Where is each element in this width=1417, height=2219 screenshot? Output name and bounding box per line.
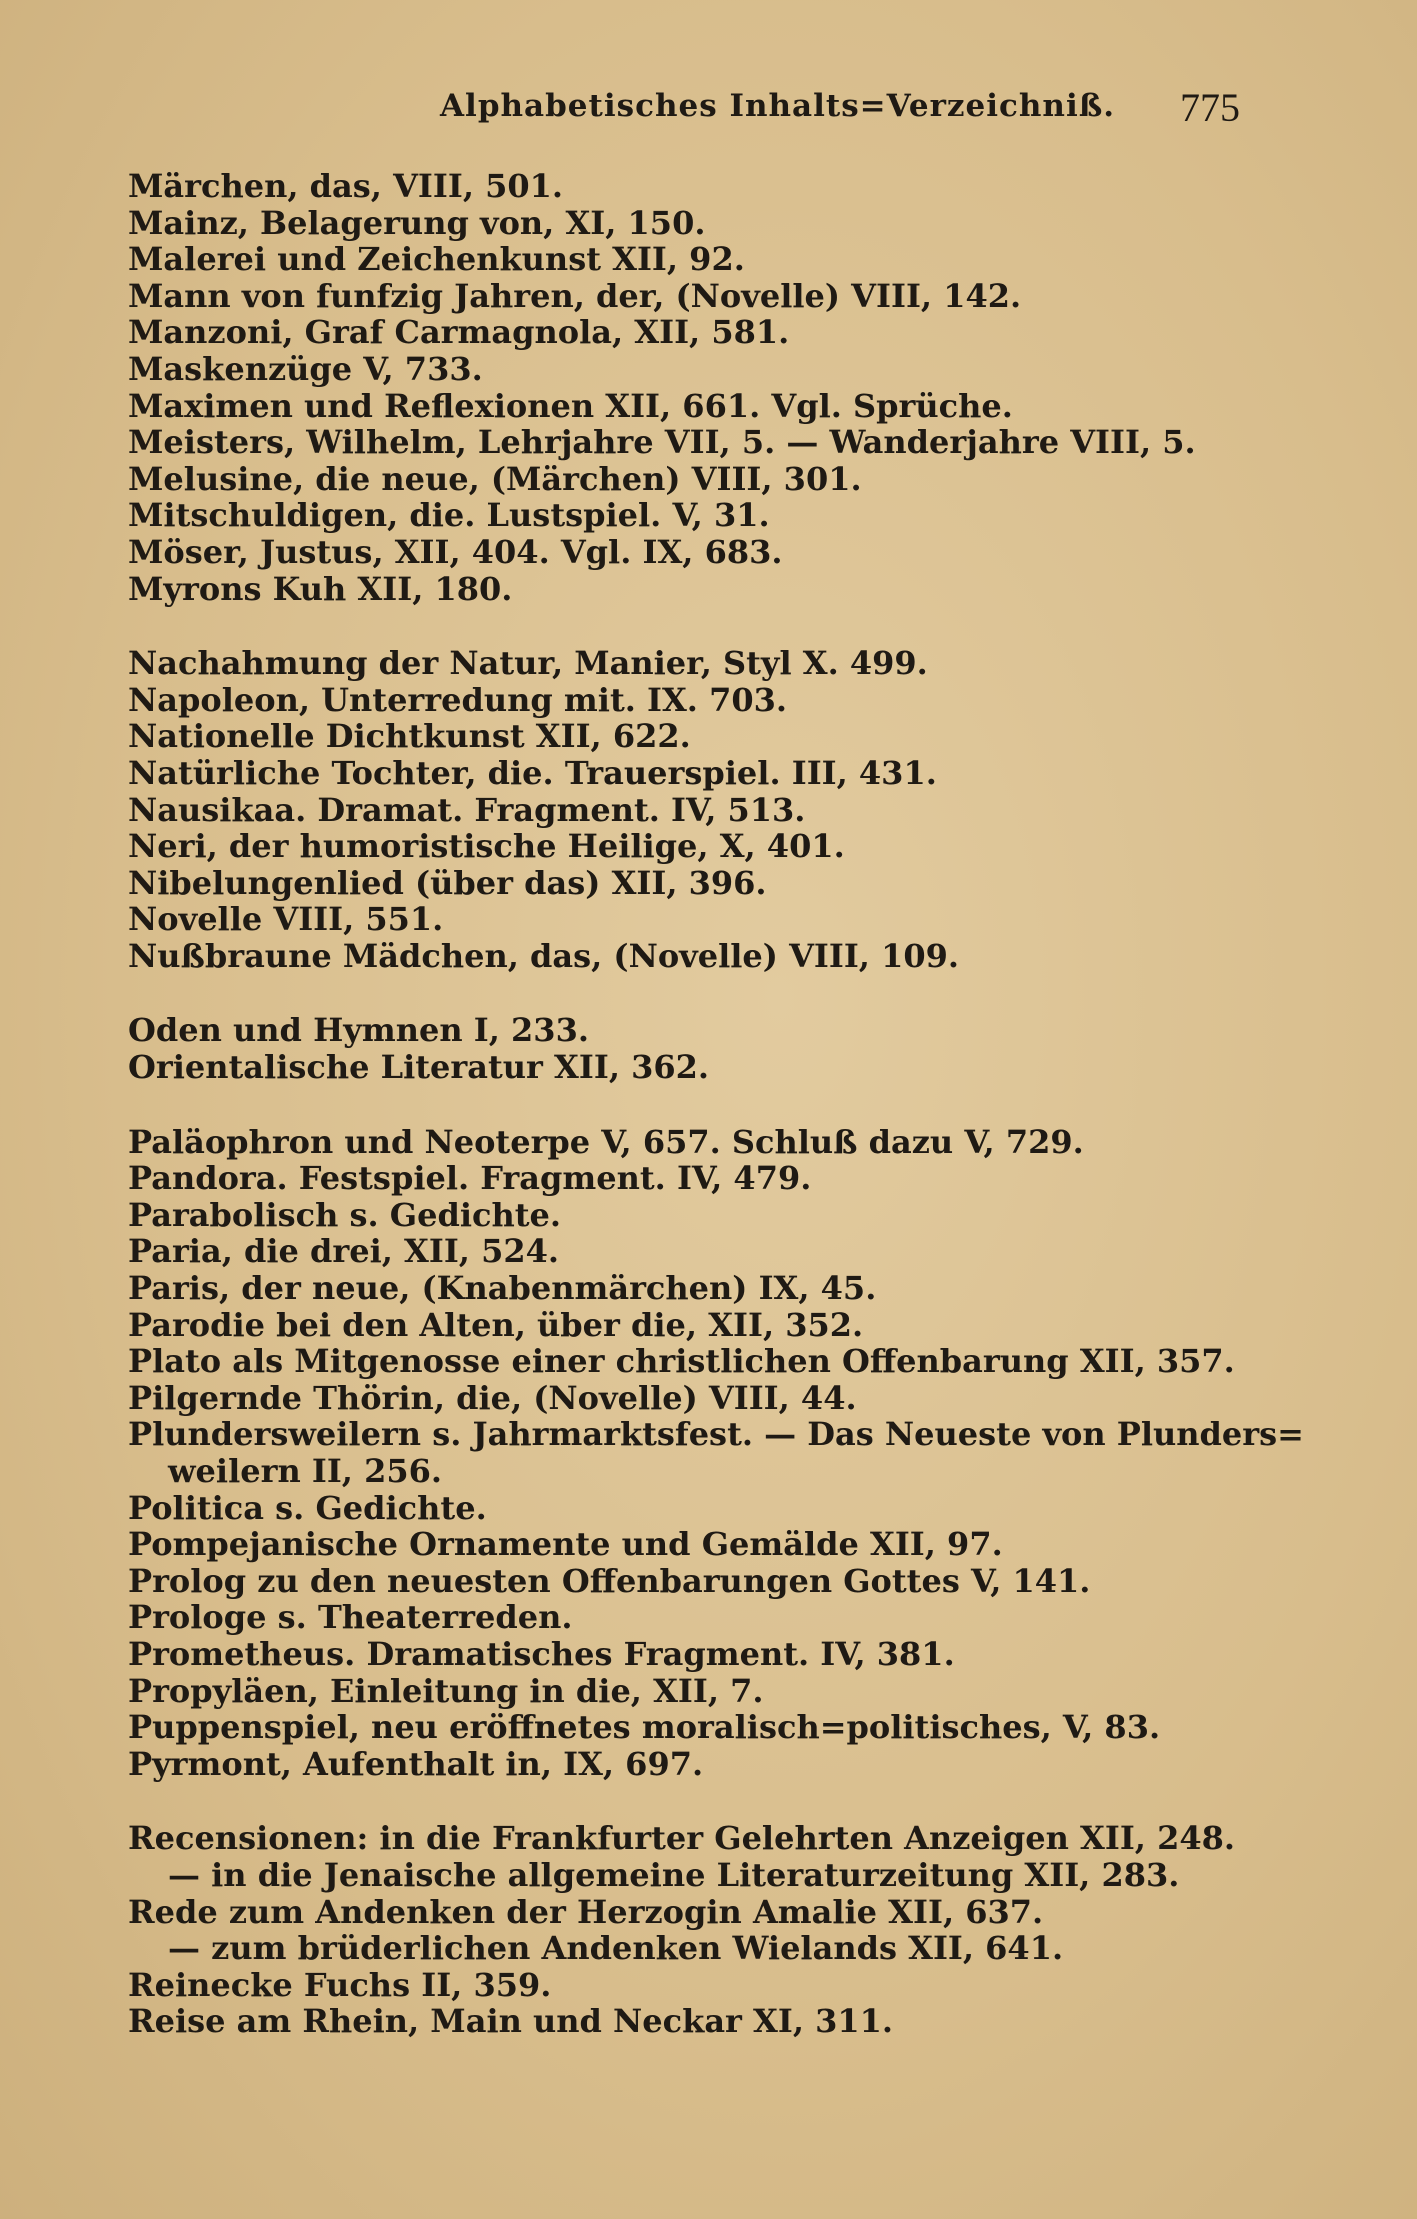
index-entry: Nachahmung der Natur, Manier, Styl X. 499. xyxy=(128,644,928,683)
group-spacer xyxy=(128,607,1278,645)
index-entry: Mainz, Belagerung von, XI, 150. xyxy=(128,203,706,242)
index-entry-subentry: — zum brüderlichen Andenken Wielands XII, 641. xyxy=(168,1929,1064,1968)
index-entry: Pilgernde Thörin, die, (Novelle) VIII, 44. xyxy=(128,1378,857,1417)
index-group-p xyxy=(128,1122,1304,1783)
index-entry: Pompejanische Ornamente und Gemälde XII, 97. xyxy=(128,1525,1003,1564)
group-spacer xyxy=(128,1782,1278,1820)
index-entry: Reinecke Fuchs II, 359. xyxy=(128,1965,552,2004)
index-entry: Prolog zu den neuesten Offenbarungen Gottes V, 141. xyxy=(128,1561,1091,1600)
index-entry: Puppenspiel, neu eröffnetes moralisch=politisches, V, 83. xyxy=(128,1708,1161,1747)
index-entry: Novelle VIII, 551. xyxy=(128,900,444,939)
index-entry: Nationelle Dichtkunst XII, 622. xyxy=(128,717,691,756)
index-entry: Prologe s. Theaterreden. xyxy=(128,1598,573,1637)
index-entry: Pyrmont, Aufenthalt in, IX, 697. xyxy=(128,1744,704,1783)
index-entry: Plato als Mitgenosse einer christlichen Offenbarung XII, 357. xyxy=(128,1342,1235,1381)
index-entry: Märchen, das, VIII, 501. xyxy=(128,167,564,205)
index-entry: Orientalische Literatur XII, 362. xyxy=(128,1048,710,1087)
index-entry: Politica s. Gedichte. xyxy=(128,1488,487,1527)
running-title: Alphabetisches Inhalts=Verzeichniß. xyxy=(440,88,1116,124)
index-entry: Parabolisch s. Gedichte. xyxy=(128,1195,562,1234)
index-entries xyxy=(128,167,1304,2041)
group-spacer xyxy=(128,974,1278,1012)
index-entry: Paria, die drei, XII, 524. xyxy=(128,1232,560,1271)
index-entry: Maximen und Reflexionen XII, 661. Vgl. Sprüche. xyxy=(128,386,1013,425)
index-entry: Myrons Kuh XII, 180. xyxy=(128,569,513,608)
page-header xyxy=(440,85,1240,132)
index-entry-continuation: weilern II, 256. xyxy=(168,1452,442,1490)
index-entry: Nausikaa. Dramat. Fragment. IV, 513. xyxy=(128,790,806,829)
index-group-r xyxy=(128,1820,1278,2040)
group-spacer xyxy=(128,1086,1278,1124)
index-entry: Oden und Hymnen I, 233. xyxy=(128,1011,589,1050)
index-entry: Propyläen, Einleitung in die, XII, 7. xyxy=(128,1671,764,1710)
index-entry: Möser, Justus, XII, 404. Vgl. IX, 683. xyxy=(128,532,783,571)
index-entry: Parodie bei den Alten, über die, XII, 352. xyxy=(128,1305,864,1344)
index-entry: Nußbraune Mädchen, das, (Novelle) VIII, 109. xyxy=(128,936,960,975)
index-entry: Pandora. Festspiel. Fragment. IV, 479. xyxy=(128,1159,812,1198)
index-entry: Reise am Rhein, Main und Neckar XI, 311. xyxy=(128,2002,894,2041)
index-entry: Paris, der neue, (Knabenmärchen) IX, 45. xyxy=(128,1269,877,1308)
index-group-m xyxy=(128,168,1278,607)
index-group-o xyxy=(128,1012,1278,1085)
page-number: 775 xyxy=(1180,85,1240,130)
index-entry: Nibelungenlied (über das) XII, 396. xyxy=(128,863,767,902)
index-entry: Mitschuldigen, die. Lustspiel. V, 31. xyxy=(128,496,770,535)
index-entry: Rede zum Andenken der Herzogin Amalie XII, 637. xyxy=(128,1892,1044,1931)
index-entry: Mann von funfzig Jahren, der, (Novelle) VIII, 142. xyxy=(128,276,1022,315)
index-entry: Paläophron und Neoterpe V, 657. Schluß dazu V, 729. xyxy=(128,1122,1084,1161)
index-group-n xyxy=(128,645,1278,974)
index-entry: Napoleon, Unterredung mit. IX. 703. xyxy=(128,680,788,719)
index-entry: Melusine, die neue, (Märchen) VIII, 301. xyxy=(128,459,862,498)
index-entry: Plundersweilern s. Jahrmarktsfest. — Das Neueste von Plunders= xyxy=(128,1415,1304,1454)
index-entry-subentry: — in die Jenaische allgemeine Literaturzeitung XII, 283. xyxy=(168,1855,1180,1894)
index-entry: Maskenzüge V, 733. xyxy=(128,349,483,388)
index-entry: Manzoni, Graf Carmagnola, XII, 581. xyxy=(128,313,790,352)
index-entry: Meisters, Wilhelm, Lehrjahre VII, 5. — Wanderjahre VIII, 5. xyxy=(128,423,1196,462)
index-entry: Malerei und Zeichenkunst XII, 92. xyxy=(128,240,745,279)
index-entry: Neri, der humoristische Heilige, X, 401. xyxy=(128,827,845,866)
index-entry: Natürliche Tochter, die. Trauerspiel. III, 431. xyxy=(128,753,937,792)
index-entry: Prometheus. Dramatisches Fragment. IV, 381. xyxy=(128,1634,955,1673)
index-entry: Recensionen: in die Frankfurter Gelehrten Anzeigen XII, 248. xyxy=(128,1819,1236,1858)
